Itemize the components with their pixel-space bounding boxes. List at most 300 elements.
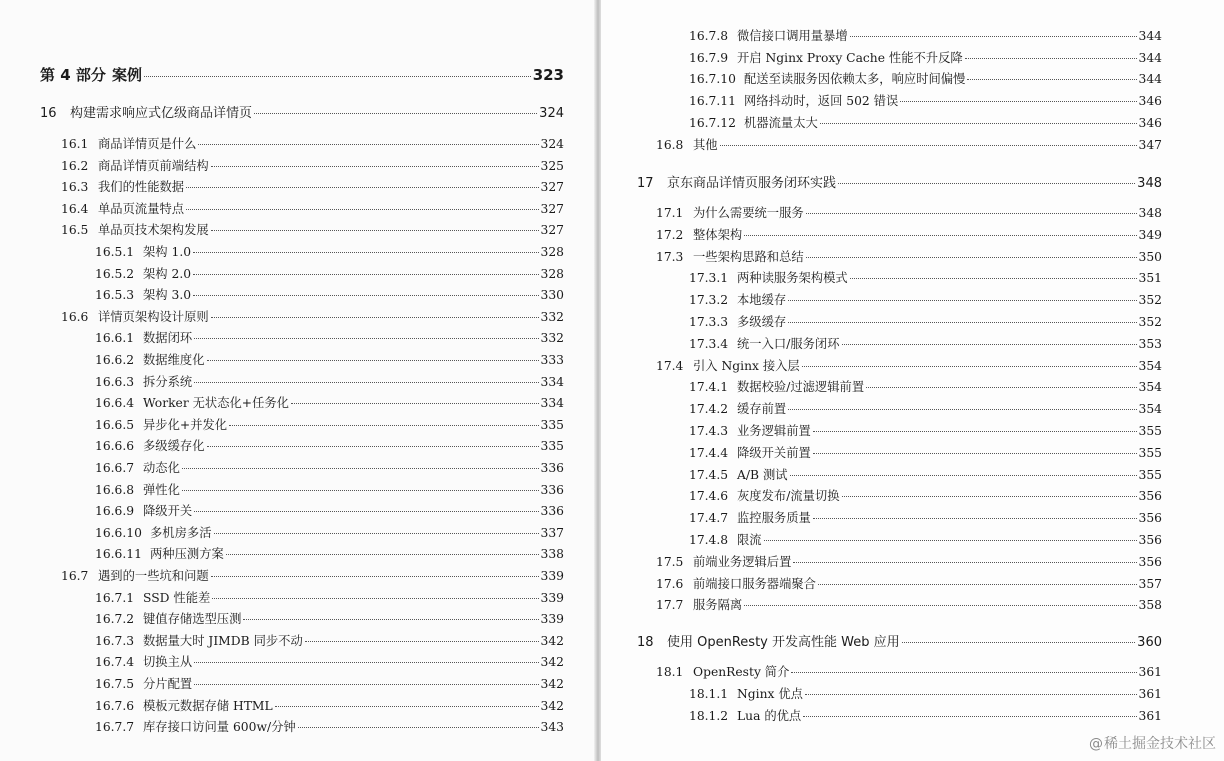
entry-number: 16.6.5 <box>95 417 135 432</box>
entry-page: 361 <box>1138 665 1162 679</box>
leader-dots <box>211 317 539 318</box>
toc-subsection-entry <box>95 436 564 454</box>
entry-title: 限流 <box>737 533 762 547</box>
leader-dots <box>818 584 1137 585</box>
entry-number: 17.3.2 <box>689 293 729 308</box>
entry-title: 架构 2.0 <box>143 266 192 281</box>
entry-number: 16.7.4 <box>95 655 135 670</box>
toc-subsection-entry <box>95 652 564 670</box>
toc-section-entry <box>656 662 1162 680</box>
entry-number: 16.6.11 <box>95 547 142 562</box>
entry-number: 16.7.8 <box>689 29 729 43</box>
entry-page: 348 <box>1138 206 1162 220</box>
leader-dots <box>214 533 539 534</box>
chapter-title: 使用 OpenResty 开发高性能 Web 应用 <box>667 635 900 650</box>
leader-dots <box>790 475 1137 476</box>
entry-title: 库存接口访问量 600w/分钟 <box>143 720 296 735</box>
entry-page: 335 <box>540 439 564 454</box>
entry-page: 355 <box>1138 445 1162 460</box>
leader-dots <box>207 446 539 447</box>
entry-number: 17.4.1 <box>689 380 729 395</box>
leader-dots <box>194 382 538 383</box>
entry-title: 为什么需要统一服务 <box>693 206 804 220</box>
entry-number: 17.1 <box>656 206 684 220</box>
entry-number: 16.6.10 <box>95 525 142 540</box>
entry-page: 354 <box>1138 358 1162 373</box>
leader-dots <box>838 183 1135 184</box>
entry-number: 17.3.3 <box>689 315 729 329</box>
entry-page: 361 <box>1138 686 1162 701</box>
entry-number: 16.6.7 <box>95 461 135 475</box>
toc-section-entry <box>61 566 564 584</box>
entry-number: 16.7.12 <box>689 115 736 130</box>
entry-page: 327 <box>540 223 564 238</box>
entry-number: 16.6 <box>61 309 89 324</box>
leader-dots <box>850 278 1137 279</box>
entry-page: 338 <box>540 547 564 562</box>
entry-number: 17.3.4 <box>689 336 729 351</box>
entry-title: 多级缓存 <box>737 315 787 329</box>
toc-subsection-entry <box>95 588 564 606</box>
chapter-title: 京东商品详情页服务闭环实践 <box>667 176 837 191</box>
entry-number: 17.4.8 <box>689 533 729 547</box>
leader-dots <box>744 235 1136 236</box>
leader-dots <box>182 490 539 491</box>
leader-dots <box>194 684 538 685</box>
entry-title: 监控服务质量 <box>737 511 811 526</box>
leader-dots <box>275 706 539 707</box>
chapter-number: 17 <box>637 176 654 191</box>
entry-title: 商品详情页是什么 <box>98 137 197 151</box>
entry-number: 16.7.6 <box>95 698 135 713</box>
right-page <box>601 0 1224 761</box>
watermark-at-sign: @ <box>1089 736 1103 752</box>
leader-dots <box>305 641 539 642</box>
toc-subsection-entry <box>689 399 1162 417</box>
entry-page: 327 <box>540 201 564 216</box>
entry-title: 详情页架构设计原则 <box>98 309 209 324</box>
entry-page: 332 <box>540 331 564 346</box>
toc-subsection-entry <box>689 91 1162 109</box>
toc-subsection-entry <box>95 609 564 627</box>
toc-section-entry <box>656 135 1162 153</box>
toc-section-entry <box>61 156 564 174</box>
leader-dots <box>211 230 539 231</box>
leader-dots <box>212 598 538 599</box>
entry-number: 16.7.7 <box>95 720 135 735</box>
entry-page: 328 <box>540 266 564 281</box>
entry-title: 开启 Nginx Proxy Cache 性能不升反降 <box>737 50 963 65</box>
toc-subsection-entry <box>689 508 1162 526</box>
entry-number: 16.7.11 <box>689 94 736 109</box>
entry-number: 17.3 <box>656 249 684 264</box>
entry-title: 数据量大时 JIMDB 同步不动 <box>143 633 303 648</box>
entry-title: 网络抖动时，返回 502 错误 <box>744 94 899 109</box>
entry-number: 17.4.7 <box>689 511 729 526</box>
entry-number: 17.4.4 <box>689 445 729 460</box>
entry-title: 两种压测方案 <box>150 547 224 562</box>
leader-dots <box>820 123 1137 124</box>
entry-title: 架构 3.0 <box>143 288 192 303</box>
toc-subsection-entry <box>689 421 1162 439</box>
entry-number: 16.5.3 <box>95 288 135 303</box>
leader-dots <box>186 209 538 210</box>
entry-title: 整体架构 <box>693 227 743 242</box>
toc-subsection-entry <box>95 480 564 498</box>
entry-page: 342 <box>540 677 564 691</box>
entry-title: 分片配置 <box>143 677 193 691</box>
entry-page: 332 <box>540 309 564 324</box>
entry-page: 334 <box>540 374 564 389</box>
entry-page: 361 <box>1138 708 1162 723</box>
toc-subsection-entry <box>689 268 1162 286</box>
entry-title: A/B 测试 <box>737 467 788 482</box>
toc-section-entry <box>61 134 564 152</box>
entry-page: 355 <box>1138 467 1162 482</box>
leader-dots <box>193 274 538 275</box>
entry-number: 16.5 <box>61 223 89 238</box>
entry-title: 单品页流量特点 <box>98 201 185 216</box>
entry-page: 344 <box>1138 50 1162 65</box>
toc-subsection-entry <box>689 530 1162 548</box>
entry-title: 多机房多活 <box>150 525 212 540</box>
watermark-text: 稀土掘金技术社区 <box>1104 736 1216 752</box>
entry-title: 前端业务逻辑后置 <box>693 554 792 569</box>
toc-subsection-entry <box>689 684 1162 702</box>
entry-page: 346 <box>1138 115 1162 130</box>
leader-dots <box>194 662 538 663</box>
entry-number: 16.7.1 <box>95 590 135 605</box>
entry-number: 16.6.8 <box>95 482 135 497</box>
toc-section-entry <box>656 595 1162 613</box>
toc-subsection-entry <box>95 350 564 368</box>
entry-title: 遇到的一些坑和问题 <box>98 569 209 583</box>
entry-number: 16.3 <box>61 180 89 195</box>
leader-dots <box>805 694 1137 695</box>
entry-title: 数据校验/过滤逻辑前置 <box>737 380 865 395</box>
leader-dots <box>902 642 1136 643</box>
leader-dots <box>813 453 1137 454</box>
entry-title: 拆分系统 <box>143 374 193 389</box>
leader-dots <box>965 58 1137 59</box>
leader-dots <box>226 554 539 555</box>
leader-dots <box>243 619 538 620</box>
entry-title: 单品页技术架构发展 <box>98 223 209 238</box>
toc-subsection-entry <box>95 631 564 649</box>
entry-title: 动态化 <box>143 461 180 475</box>
entry-title: OpenResty 简介 <box>693 665 790 679</box>
entry-page: 356 <box>1138 533 1162 547</box>
entry-number: 17.4.5 <box>689 467 729 482</box>
entry-page: 356 <box>1138 489 1162 504</box>
entry-page: 335 <box>540 417 564 432</box>
entry-number: 17.7 <box>656 598 684 613</box>
entry-page: 350 <box>1138 249 1162 264</box>
leader-dots <box>194 511 538 512</box>
entry-title: 其他 <box>693 137 718 152</box>
toc-section-entry <box>61 177 564 195</box>
toc-subsection-entry <box>95 328 564 346</box>
left-page <box>0 0 596 761</box>
toc-subsection-entry <box>95 458 564 476</box>
entry-page: 336 <box>540 461 564 475</box>
leader-dots <box>900 101 1136 102</box>
toc-subsection-entry <box>689 706 1162 724</box>
entry-number: 18.1.1 <box>689 686 729 701</box>
entry-title: 异步化+并发化 <box>143 417 228 432</box>
entry-page: 356 <box>1138 511 1162 526</box>
chapter-number: 18 <box>637 635 654 650</box>
entry-page: 336 <box>540 482 564 497</box>
toc-section-entry <box>656 552 1162 570</box>
entry-number: 16.7.5 <box>95 677 135 691</box>
entry-page: 353 <box>1138 336 1162 351</box>
entry-title: 多级缓存化 <box>143 439 205 454</box>
entry-title: Nginx 优点 <box>737 686 803 701</box>
entry-number: 17.4 <box>656 358 684 373</box>
entry-page: 352 <box>1138 315 1162 329</box>
entry-number: 17.6 <box>656 576 684 591</box>
chapter-page: 324 <box>539 106 564 121</box>
toc-chapter-18 <box>637 631 1162 650</box>
watermark <box>1089 733 1216 753</box>
toc-subsection-entry <box>689 334 1162 352</box>
entry-number: 16.6.1 <box>95 331 135 346</box>
leader-dots <box>144 76 531 77</box>
leader-dots <box>788 409 1136 410</box>
entry-number: 18.1 <box>656 665 684 679</box>
entry-number: 16.7 <box>61 569 89 583</box>
toc-subsection-entry <box>689 465 1162 483</box>
toc-subsection-entry <box>689 486 1162 504</box>
leader-dots <box>193 252 538 253</box>
toc-subsection-entry <box>689 290 1162 308</box>
toc-subsection-entry <box>95 674 564 692</box>
part-title: 案例 <box>112 66 143 84</box>
entry-title: 配送至读服务因依赖太多，响应时间偏慢 <box>744 72 966 87</box>
leader-dots <box>813 518 1137 519</box>
toc-subsection-entry <box>95 285 564 303</box>
chapter-page: 348 <box>1137 176 1162 191</box>
leader-dots <box>193 295 538 296</box>
entry-page: 344 <box>1138 29 1162 43</box>
entry-number: 16.5.2 <box>95 266 135 281</box>
entry-page: 356 <box>1138 554 1162 569</box>
entry-number: 16.7.10 <box>689 72 736 87</box>
entry-number: 16.4 <box>61 201 89 216</box>
toc-chapter-16 <box>40 102 564 121</box>
entry-number: 17.4.3 <box>689 424 729 438</box>
entry-number: 17.5 <box>656 554 684 569</box>
entry-number: 16.6.6 <box>95 439 135 454</box>
leader-dots <box>842 496 1137 497</box>
entry-page: 347 <box>1138 137 1162 152</box>
entry-page: 333 <box>540 353 564 367</box>
leader-dots <box>806 257 1137 258</box>
entry-title: 我们的性能数据 <box>98 180 185 195</box>
part-number: 第 4 部分 <box>40 66 106 84</box>
leader-dots <box>967 79 1136 80</box>
entry-page: 334 <box>540 396 564 411</box>
entry-title: 数据闭环 <box>143 331 193 346</box>
entry-title: 机器流量太大 <box>744 115 818 130</box>
entry-title: Lua 的优点 <box>737 708 802 723</box>
entry-title: SSD 性能差 <box>143 590 211 605</box>
entry-number: 16.2 <box>61 158 89 173</box>
entry-page: 328 <box>540 245 564 259</box>
toc-subsection-entry <box>95 372 564 390</box>
toc-section-entry <box>61 199 564 217</box>
entry-page: 342 <box>540 633 564 648</box>
entry-page: 354 <box>1138 402 1162 417</box>
chapter-title: 构建需求响应式亿级商品详情页 <box>70 106 253 121</box>
entry-title: 架构 1.0 <box>143 245 192 259</box>
entry-number: 18.1.2 <box>689 708 729 723</box>
entry-number: 16.7.2 <box>95 612 135 627</box>
entry-number: 16.6.9 <box>95 504 135 519</box>
entry-title: 切换主从 <box>143 655 193 670</box>
entry-title: 模板元数据存储 HTML <box>143 698 273 713</box>
leader-dots <box>842 344 1137 345</box>
toc-subsection-entry <box>95 393 564 411</box>
entry-page: 339 <box>540 569 564 583</box>
leader-dots <box>254 113 537 114</box>
toc-section-entry <box>656 574 1162 592</box>
entry-title: 本地缓存 <box>737 293 787 308</box>
toc-section-entry <box>656 356 1162 374</box>
entry-number: 17.4.6 <box>689 489 729 504</box>
chapter-number: 16 <box>40 106 57 121</box>
entry-page: 336 <box>540 504 564 519</box>
entry-title: 一些架构思路和总结 <box>693 249 804 264</box>
leader-dots <box>802 366 1137 367</box>
leader-dots <box>186 187 538 188</box>
entry-page: 330 <box>540 288 564 303</box>
toc-subsection-entry <box>95 264 564 282</box>
toc-subsection-entry <box>689 48 1162 66</box>
entry-title: 统一入口/服务闭环 <box>737 336 840 351</box>
leader-dots <box>788 300 1136 301</box>
entry-title: Worker 无状态化+任务化 <box>143 396 289 411</box>
entry-title: 降级开关前置 <box>737 445 811 460</box>
leader-dots <box>791 672 1136 673</box>
entry-page: 324 <box>540 137 564 151</box>
entry-title: 键值存储选型压测 <box>143 612 242 627</box>
entry-page: 354 <box>1138 380 1162 395</box>
toc-subsection-entry <box>689 113 1162 131</box>
entry-number: 17.3.1 <box>689 271 729 286</box>
toc-subsection-entry <box>689 69 1162 87</box>
entry-number: 16.6.4 <box>95 396 135 411</box>
leader-dots <box>198 144 538 145</box>
entry-title: 前端接口服务器端聚合 <box>693 576 816 591</box>
entry-number: 16.6.2 <box>95 353 135 367</box>
toc-subsection-entry <box>95 696 564 714</box>
entry-number: 16.7.9 <box>689 50 729 65</box>
entry-title: 微信接口调用量暴增 <box>737 29 848 43</box>
entry-number: 16.7.3 <box>95 633 135 648</box>
entry-title: 商品详情页前端结构 <box>98 158 209 173</box>
chapter-page: 360 <box>1137 635 1162 650</box>
leader-dots <box>298 727 539 728</box>
entry-title: 两种读服务架构模式 <box>737 271 848 286</box>
leader-dots <box>813 431 1137 432</box>
toc-subsection-entry <box>689 377 1162 395</box>
leader-dots <box>720 145 1137 146</box>
leader-dots <box>207 360 539 361</box>
entry-page: 339 <box>540 612 564 627</box>
entry-page: 344 <box>1138 72 1162 87</box>
entry-page: 346 <box>1138 94 1162 109</box>
entry-page: 351 <box>1138 271 1162 286</box>
toc-subsection-entry <box>95 415 564 433</box>
toc-subsection-entry <box>95 523 564 541</box>
toc-subsection-entry <box>689 312 1162 330</box>
entry-page: 342 <box>540 655 564 670</box>
toc-subsection-entry <box>689 26 1162 44</box>
toc-subsection-entry <box>689 443 1162 461</box>
entry-number: 16.5.1 <box>95 245 135 259</box>
leader-dots <box>211 166 539 167</box>
toc-chapter-17 <box>637 172 1162 191</box>
entry-title: 服务隔离 <box>693 598 743 613</box>
leader-dots <box>850 36 1137 37</box>
toc-section-entry <box>61 220 564 238</box>
leader-dots <box>194 338 538 339</box>
entry-number: 17.4.2 <box>689 402 729 417</box>
toc-subsection-entry <box>95 242 564 260</box>
leader-dots <box>211 576 539 577</box>
entry-title: 数据维度化 <box>143 353 205 367</box>
leader-dots <box>764 540 1137 541</box>
entry-title: 降级开关 <box>143 504 193 519</box>
leader-dots <box>806 213 1137 214</box>
toc-subsection-entry <box>95 717 564 735</box>
entry-title: 弹性化 <box>143 482 180 497</box>
entry-number: 16.6.3 <box>95 374 135 389</box>
toc-section-entry <box>656 247 1162 265</box>
entry-title: 缓存前置 <box>737 402 787 417</box>
entry-page: 349 <box>1138 227 1162 242</box>
entry-page: 357 <box>1138 576 1162 591</box>
toc-section-entry <box>656 225 1162 243</box>
entry-page: 343 <box>540 720 564 735</box>
leader-dots <box>788 322 1136 323</box>
toc-part-heading <box>40 64 564 85</box>
toc-subsection-entry <box>95 501 564 519</box>
entry-title: 灰度发布/流量切换 <box>737 489 840 504</box>
leader-dots <box>291 403 539 404</box>
entry-page: 339 <box>540 590 564 605</box>
toc-subsection-entry <box>95 544 564 562</box>
entry-number: 17.2 <box>656 227 684 242</box>
leader-dots <box>229 425 538 426</box>
entry-page: 352 <box>1138 293 1162 308</box>
leader-dots <box>182 468 539 469</box>
leader-dots <box>793 562 1136 563</box>
part-page: 323 <box>532 66 564 84</box>
leader-dots <box>744 605 1136 606</box>
toc-section-entry <box>656 203 1162 221</box>
entry-title: 引入 Nginx 接入层 <box>693 358 800 373</box>
entry-page: 342 <box>540 698 564 713</box>
entry-page: 358 <box>1138 598 1162 613</box>
entry-number: 16.1 <box>61 137 89 151</box>
entry-title: 业务逻辑前置 <box>737 424 811 438</box>
toc-section-entry <box>61 307 564 325</box>
leader-dots <box>866 387 1136 388</box>
entry-page: 325 <box>540 158 564 173</box>
